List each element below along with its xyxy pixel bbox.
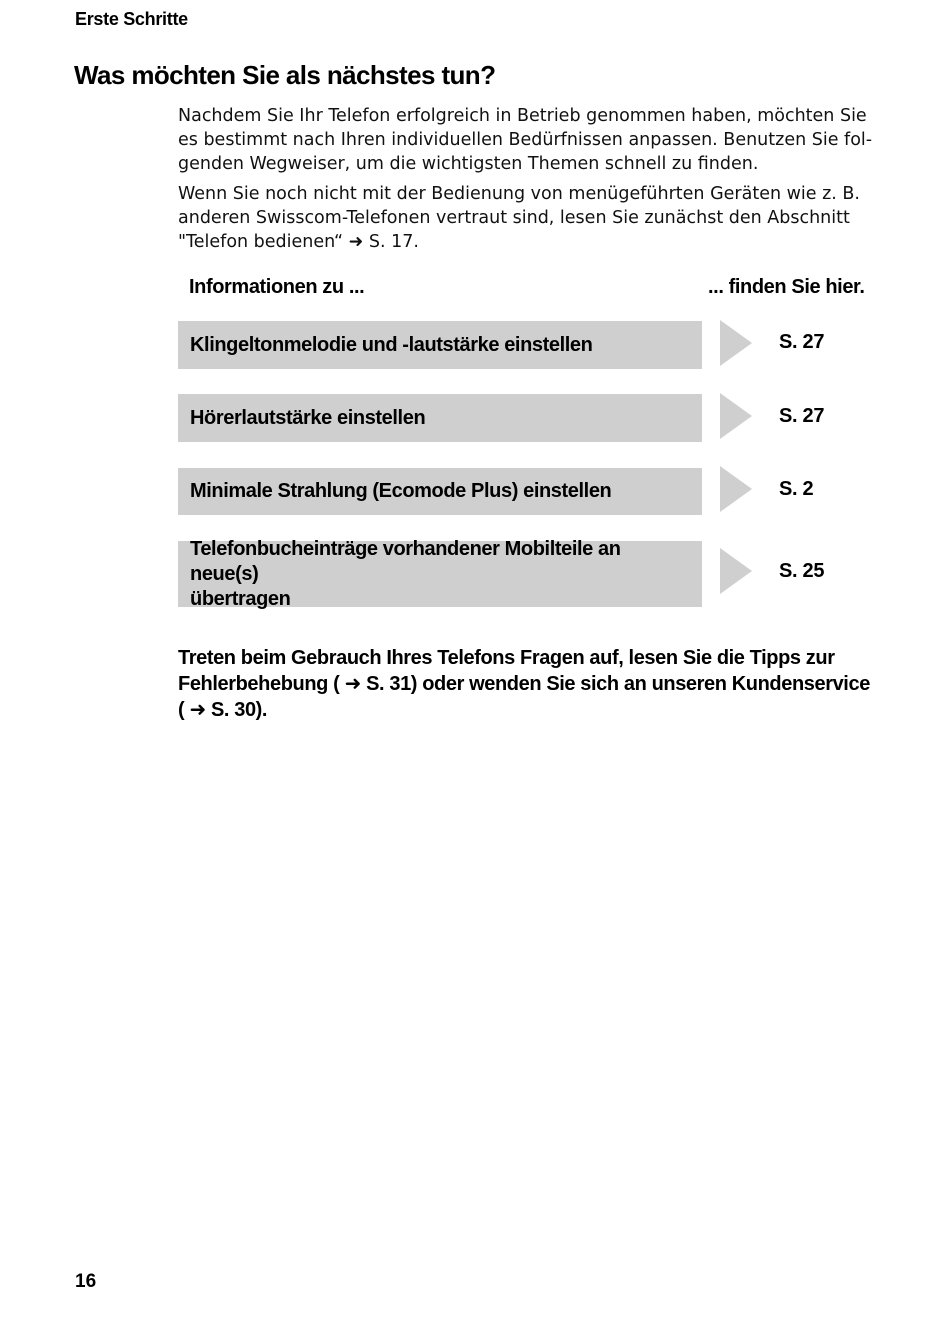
arrow-right-icon [720, 393, 752, 439]
help-note-line [178, 697, 878, 723]
intro-paragraph-2 [178, 182, 878, 254]
help-note-line [178, 671, 878, 697]
topic-row-earpiece-volume[interactable] [178, 394, 702, 442]
topic-row-ecomode[interactable] [178, 468, 702, 515]
intro-text: "Telefon bedienen“ [178, 232, 344, 252]
section-label: Erste Schritte [75, 9, 188, 29]
page-reference-link[interactable]: S. 27 [779, 331, 825, 353]
intro-line: es bestimmt nach Ihren individuellen Bedürfnissen anpassen. Benutzen Sie fol- [178, 130, 873, 150]
topic-label: Hörerlautstärke einstellen [190, 406, 426, 429]
arrow-right-icon: ➜ [348, 232, 364, 252]
arrow-right-icon [720, 466, 752, 512]
intro-line: genden Wegweiser, um die wichtigsten Themen schnell zu finden. [178, 154, 759, 174]
page-number: 16 [75, 1271, 97, 1292]
topic-label-line: Telefonbucheinträge vorhandener Mobilteile an neue(s) [190, 537, 621, 585]
arrow-right-icon: ➜ [344, 671, 361, 695]
page-reference-link[interactable]: S. 2 [779, 478, 814, 500]
topic-label-line: übertragen [190, 587, 291, 610]
topic-label: Klingeltonmelodie und -lautstärke einstellen [190, 333, 593, 356]
page-reference-link[interactable]: S. 25 [779, 560, 825, 582]
topic-label: Minimale Strahlung (Ecomode Plus) einstellen [190, 480, 612, 502]
arrow-right-icon [720, 548, 752, 594]
table-header-topic: Informationen zu ... [189, 276, 365, 298]
arrow-right-icon [720, 320, 752, 366]
page-reference-link[interactable]: S. 30). [210, 699, 268, 721]
topic-row-ringtone[interactable] [178, 321, 702, 369]
intro-line: Nachdem Sie Ihr Telefon erfolgreich in Betrieb genommen haben, möchten Sie [178, 106, 867, 126]
topic-row-phonebook-transfer[interactable] [178, 537, 702, 610]
page-reference-link[interactable]: S. 27 [779, 405, 825, 427]
intro-line: anderen Swisscom-Telefonen vertraut sind, lesen Sie zunächst den Abschnitt [178, 208, 850, 228]
page-reference-link[interactable]: S. 31) oder wenden Sie sich an unseren Kundenservice [366, 673, 870, 695]
help-note-text: Fehlerbehebung ( [178, 673, 340, 695]
intro-line: Wenn Sie noch nicht mit der Bedienung von menügeführten Geräten wie z. B. [178, 184, 860, 204]
help-note-line: Treten beim Gebrauch Ihres Telefons Fragen auf, lesen Sie die Tipps zur [178, 647, 835, 669]
intro-line [178, 230, 878, 254]
page-reference-link[interactable]: S. 17. [368, 232, 419, 252]
arrow-right-icon: ➜ [189, 697, 206, 721]
intro-paragraph-1 [178, 104, 878, 176]
topic-label [190, 537, 690, 612]
table-header-page: ... finden Sie hier. [708, 276, 865, 298]
help-note [178, 646, 878, 723]
help-note-text: ( [178, 699, 185, 721]
page-title: Was möchten Sie als nächstes tun? [74, 60, 496, 90]
